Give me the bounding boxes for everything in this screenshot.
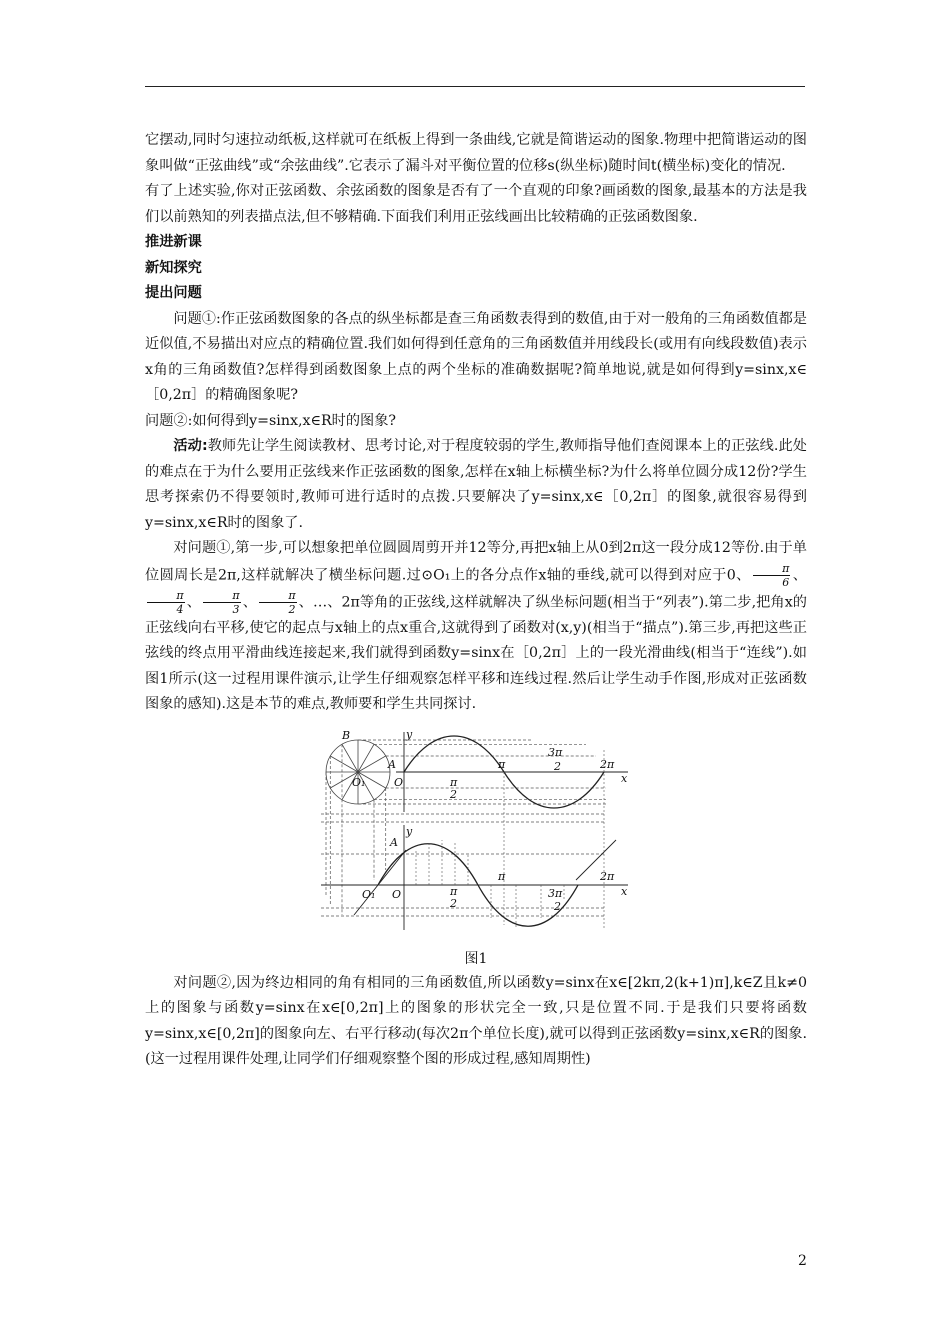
label-O-top: O [394, 775, 404, 789]
activity-paragraph [145, 434, 807, 536]
question-1: 问题①:作正弦函数图象的各点的纵坐标都是查三角函数表得到的数值,由于对一般角的三角函数值都是近似值,不易描出对应点的精确位置.我们如何得到任意角的三角函数值并用线段长(或用有向线段数值)表示x角的三角函数值?怎样得到函数图象上点的两个坐标的准确数据呢?简单地说,就是如何得到y=sinx,x∈［0,2π］的精确图象呢? [145, 310, 807, 403]
label-3pi-den-bottom: 2 [554, 899, 561, 913]
label-x-bottom: x [621, 884, 628, 898]
question-2-answer: 对问题②,因为终边相同的角有相同的三角函数值,所以函数y=sinx在x∈[2kπ,2(k+1)π],k∈Z且k≠0上的图象与函数y=sinx在x∈[0,2π]上的图象的形状完全一致,只是位置不同.于是我们只要将函数y=sinx,x∈[0,2π]的图象向左、右平行移动(每次2π个单位长度),就可以得到正弦函数y=sinx,x∈R的图象.(这一过程用课件处理,让同学们仔细观察整个图的形成过程,感知周期性) [145, 974, 807, 1067]
label-y-bottom: y [406, 824, 413, 838]
page-body [145, 128, 807, 1073]
label-O1-top: O₁ [352, 775, 366, 789]
sine-construction-diagram [316, 730, 636, 935]
heading-explore: 新知探究 [145, 259, 202, 276]
label-half-pi-den-bottom: 2 [450, 896, 457, 910]
page-number: 2 [798, 1253, 807, 1269]
label-pi-bottom: π [498, 869, 506, 883]
figure-1-sine-construction [316, 730, 636, 935]
label-O-bottom: O [392, 887, 402, 901]
label-x-top: x [621, 771, 628, 785]
separator: 、 [792, 567, 807, 583]
paragraph-pendulum: 它摆动,同时匀速拉动纸板,这样就可在纸板上得到一条曲线,它就是简谐运动的图象.物理中把简谐运动的图象叫做“正弦曲线”或“余弦曲线”.它表示了漏斗对平衡位置的位移s(纵坐标)随时间t(横坐标)变化的情况. [145, 132, 807, 174]
step-text-b: 、…、2π等角的正弦线,这样就解决了纵坐标问 [298, 594, 593, 610]
separator: 、 [186, 594, 201, 610]
paragraph-intro: 有了上述实验,你对正弦函数、余弦函数的图象是否有了一个直观的印象?画函数的图象,最基本的方法是我们以前熟知的列表描点法,但不够精确.下面我们利用正弦线画出比较精确的正弦函数图象. [145, 183, 807, 225]
label-O1-bottom: O₁ [362, 887, 376, 901]
label-half-pi-den-top: 2 [450, 787, 457, 801]
fraction-pi-4: $\frac{\pi}{4}$ [147, 589, 185, 616]
label-3pi-bottom: 3π [548, 886, 563, 900]
step-paragraph [145, 536, 807, 718]
fraction-pi-2: $\frac{\pi}{2}$ [259, 589, 297, 616]
question-2: 问题②:如何得到y=sinx,x∈R时的图象? [145, 412, 397, 429]
label-2pi-bottom: 2π [600, 869, 615, 883]
step-text-c: 题(相当于“列表”).第二步,把角x的正弦线向右平移,使它的起点与x轴上的点x重合,这就得到了函数对(x,y)(相当于“描点”).第三步,再把这些正弦线的终点用平滑曲线连接起来,我们就得到函数y=sinx在［0,2π］上的一段光滑曲线(相当于“连线”).如图1所示(这一过程用课件演示,让学生仔细观察怎样平移和连线过程.然后让学生动手作图,形成对正弦函数图象的感知).这是本节的难点,教师要和学生共同探讨. [145, 594, 807, 712]
frac-den: 6 [782, 575, 790, 589]
frac-num: π [753, 562, 791, 576]
heading-questions: 提出问题 [145, 285, 202, 301]
label-3pi-den-top: 2 [554, 759, 561, 773]
step-text-a: 对问题①,第一步,可以想象把单位圆圆周剪开并12等分,再把x轴上从0到2π这一段分成12等份.由于单位圆周长是2π,这样就解决了横坐标问题.过⊙O₁上的各分点作x轴的垂线,就可以得到对应于0、 [145, 540, 807, 583]
label-3pi-top: 3π [548, 745, 563, 759]
figure-caption: 图1 [464, 950, 488, 967]
header-rule [145, 86, 805, 87]
label-half-pi-num-bottom: π [450, 884, 458, 898]
activity-text: 教师先让学生阅读教材、思考讨论,对于程度较弱的学生,教师指导他们查阅课本上的正弦线.此处的难点在于为什么要用正弦线来作正弦函数的图象,怎样在x轴上标横坐标?为什么将单位圆分成12份?学生思考探索仍不得要领时,教师可进行适时的点拨.只要解决了y=sinx,x∈［0,2π］的图象,就很容易得到y=sinx,x∈R时的图象了. [145, 438, 807, 531]
label-A-bottom: A [390, 835, 398, 849]
label-pi-top: π [498, 757, 506, 771]
label-2pi-top: 2π [600, 757, 615, 771]
activity-label: 活动: [173, 438, 208, 454]
fraction-pi-6 [753, 562, 791, 589]
heading-new-lesson: 推进新课 [145, 234, 202, 250]
label-half-pi-num-top: π [450, 775, 458, 789]
fraction-pi-3: $\frac{\pi}{3}$ [203, 589, 241, 616]
separator: 、 [242, 594, 257, 610]
label-y-top: y [406, 729, 413, 741]
label-A-top: A [388, 757, 396, 771]
label-B: B [342, 729, 351, 742]
